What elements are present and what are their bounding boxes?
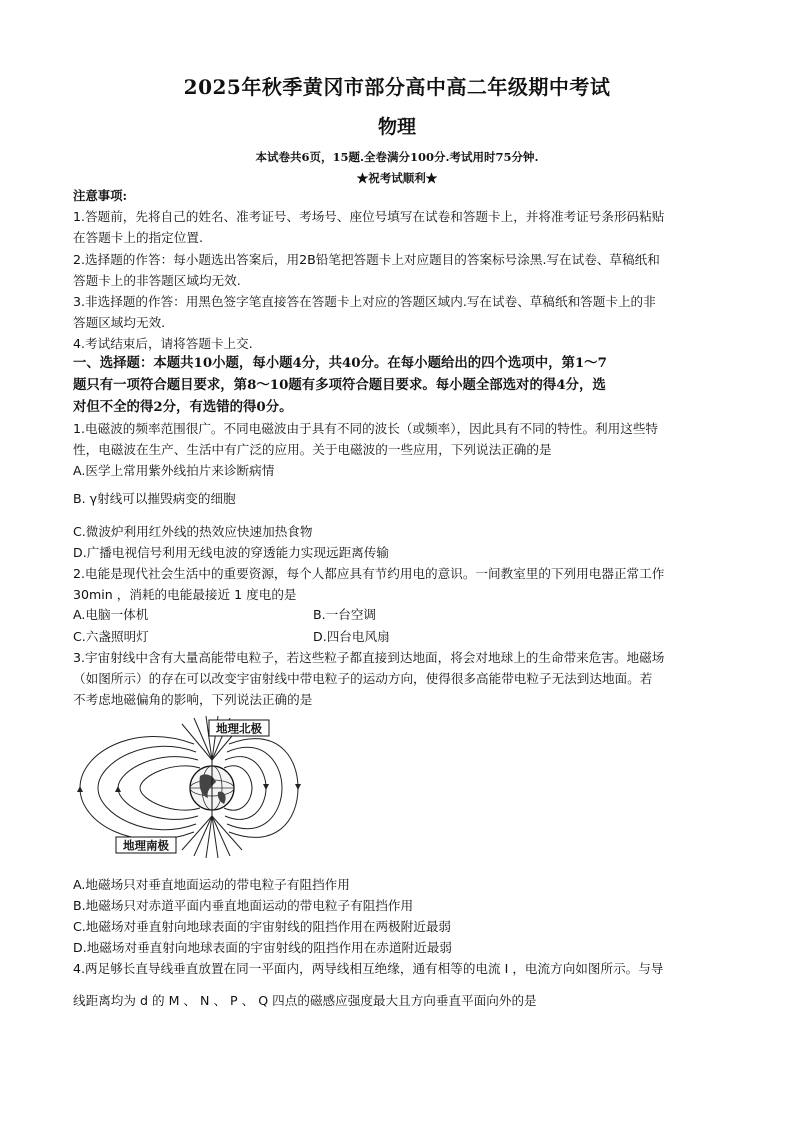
notes-line: 2.选择题的作答：每小题选出答案后，用2B铅笔把答题卡上对应题目的答案标号涂黑.写在试卷、草稿纸和	[73, 252, 660, 267]
q4-stem-line: 4.两足够长直导线垂直放置在同一平面内，两导线相互绝缘，通有相等的电流 I ，电流方向如图所示。与导	[73, 961, 664, 976]
notes-line: 在答题卡上的指定位置.	[73, 230, 203, 245]
q3-option-d: D.地磁场对垂直射向地球表面的宇宙射线的阻挡作用在赤道附近最弱	[73, 940, 452, 955]
q3-option-c: C.地磁场对垂直射向地球表面的宇宙射线的阻挡作用在两极附近最弱	[73, 919, 452, 934]
good-luck-wish: ★祝考试顺利★	[356, 171, 438, 185]
notes-line: 答题卡上的非答题区域均无效.	[73, 273, 241, 288]
exam-title: 2025年秋季黄冈市部分高中高二年级期中考试	[183, 75, 611, 99]
section-heading-line: 一、选择题：本题共10小题，每小题4分，共40分。在每小题给出的四个选项中，第1～7	[73, 355, 607, 371]
q3-stem-line: （如图所示）的存在可以改变宇宙射线中带电粒子的运动方向，使得很多高能带电粒子无法到达地面。若	[73, 671, 653, 686]
section-heading-line: 题只有一项符合题目要求，第8～10题有多项符合题目要求。每小题全部选对的得4分，选	[73, 377, 606, 393]
subject-title: 物理	[377, 116, 416, 138]
exam-info: 本试卷共6页，15题.全卷满分100分.考试用时75分钟.	[255, 150, 539, 164]
section-heading-line: 对但不全的得2分，有选错的得0分。	[73, 399, 293, 415]
notes-line: 答题区域均无效.	[73, 315, 166, 330]
q2-stem-line: 30min ，消耗的电能最接近 1 度电的是	[73, 587, 297, 602]
notes-line: 3.非选择题的作答：用黑色签字笔直接答在答题卡上对应的答题区域内.写在试卷、草稿纸和答题卡上的非	[73, 294, 656, 309]
notes-line: 4.考试结束后，请将答题卡上交.	[73, 336, 253, 351]
notes-heading: 注意事项:	[73, 188, 128, 203]
q1-option-d: D.广播电视信号利用无线电波的穿透能力实现远距离传输	[73, 545, 389, 560]
south-pole-label: 地理南极	[123, 838, 169, 853]
q2-option-d: D.四台电风扇	[313, 629, 390, 644]
q2-option-c: C.六盏照明灯	[73, 629, 149, 644]
q2-stem-line: 2.电能是现代社会生活中的重要资源，每个人都应具有节约用电的意识。一间教室里的下列用电器正常工作	[73, 566, 665, 581]
north-pole-label: 地理北极	[216, 721, 262, 736]
q2-option-row	[73, 604, 723, 625]
q3-stem-line: 不考虑地磁偏角的影响，下列说法正确的是	[73, 692, 313, 707]
q1-stem-line: 1.电磁波的频率范围很广。不同电磁波由于具有不同的波长（或频率），因此具有不同的特性。利用这些特	[73, 421, 659, 436]
q4-stem-line: 线距离均为 d 的 M 、 N 、 P 、 Q 四点的磁感应强度最大且方向垂直平面向外的是	[73, 993, 537, 1008]
q3-option-b: B.地磁场只对赤道平面内垂直地面运动的带电粒子有阻挡作用	[73, 898, 414, 913]
q3-stem-line: 3.宇宙射线中含有大量高能带电粒子，若这些粒子都直接到达地面，将会对地球上的生命带来危害。地磁场	[73, 650, 665, 665]
q1-stem-line: 性，电磁波在生产、生活中有广泛的应用。关于电磁波的一些应用，下列说法正确的是	[73, 442, 552, 457]
q3-option-a: A.地磁场只对垂直地面运动的带电粒子有阻挡作用	[73, 877, 350, 892]
q2-option-row	[73, 626, 723, 647]
q2-option-b: B.一台空调	[313, 607, 377, 622]
q1-option-c: C.微波炉利用红外线的热效应快速加热食物	[73, 524, 313, 539]
q1-option-b: B. γ射线可以摧毁病变的细胞	[73, 491, 236, 506]
earth-magnetic-field-figure	[76, 716, 301, 858]
q2-option-a: A.电脑一体机	[73, 607, 149, 622]
notes-line: 1.答题前，先将自己的姓名、准考证号、考场号、座位号填写在试卷和答题卡上，并将准考证号条形码粘贴	[73, 209, 665, 224]
q1-option-a: A.医学上常用紫外线拍片来诊断病情	[73, 463, 275, 478]
